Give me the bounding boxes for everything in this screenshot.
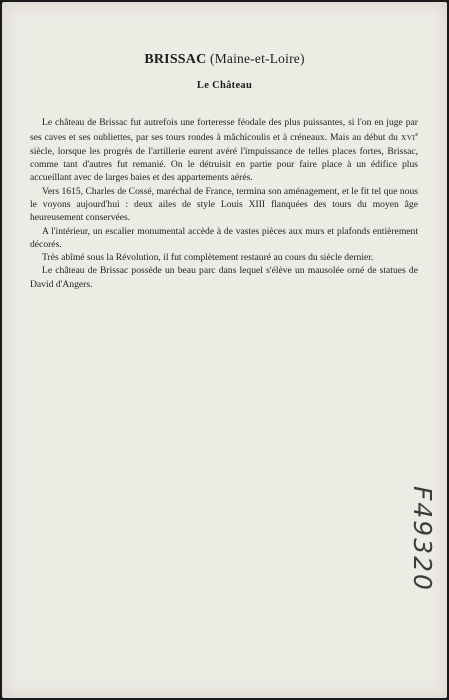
- century-numeral: XVI: [400, 133, 416, 143]
- page-subtitle: Le Château: [196, 80, 253, 91]
- region-name: (Maine-et-Loire): [210, 51, 305, 66]
- paragraph-4: Très abîmé sous la Révolution, il fut complètement restauré au cours du siècle dernier.: [42, 252, 374, 264]
- paragraph-1-start: Le château de Brissac fut autrefois une forteresse féodale des plus puissantes, si l'on en juge par ses caves et ses oubliettes, par ses tours rondes à mâchicoulis et à créneaux. Mais au début du: [30, 117, 418, 144]
- handwritten-inventory-number: [402, 486, 442, 636]
- paragraph-3: A l'intérieur, un escalier monumental accède à de vastes pièces aux murs et plafonds entièrement décorés.: [30, 225, 418, 250]
- description-text: [30, 116, 418, 291]
- paragraph-1-end: siècle, lorsque les progrès de l'artillerie eurent avéré l'impuissance de telles places fortes, Brissac, comme tant d'autres fut remanié. On le détruisit en partie pour faire place à un édifice plus accueillant avec de larges baies et des appartements aérés.: [30, 145, 418, 184]
- page-title: [2, 51, 447, 68]
- postcard-back: [2, 2, 447, 698]
- century-superscript: e: [415, 132, 418, 139]
- town-name: BRISSAC: [144, 52, 207, 67]
- paragraph-2: Vers 1615, Charles de Cossé, maréchal de France, termina son aménagement, et le fit tel que nous le voyons aujourd'hui : deux ailes de style Louis XIII flanquées des tours du moyen âge heureusement conservées.: [30, 185, 418, 224]
- inventory-number-text: F49320: [408, 486, 437, 592]
- paragraph-5: Le château de Brissac possède un beau parc dans lequel s'élève un mausolée orné de statues de David d'Angers.: [30, 265, 418, 290]
- paragraph-1: [30, 116, 418, 185]
